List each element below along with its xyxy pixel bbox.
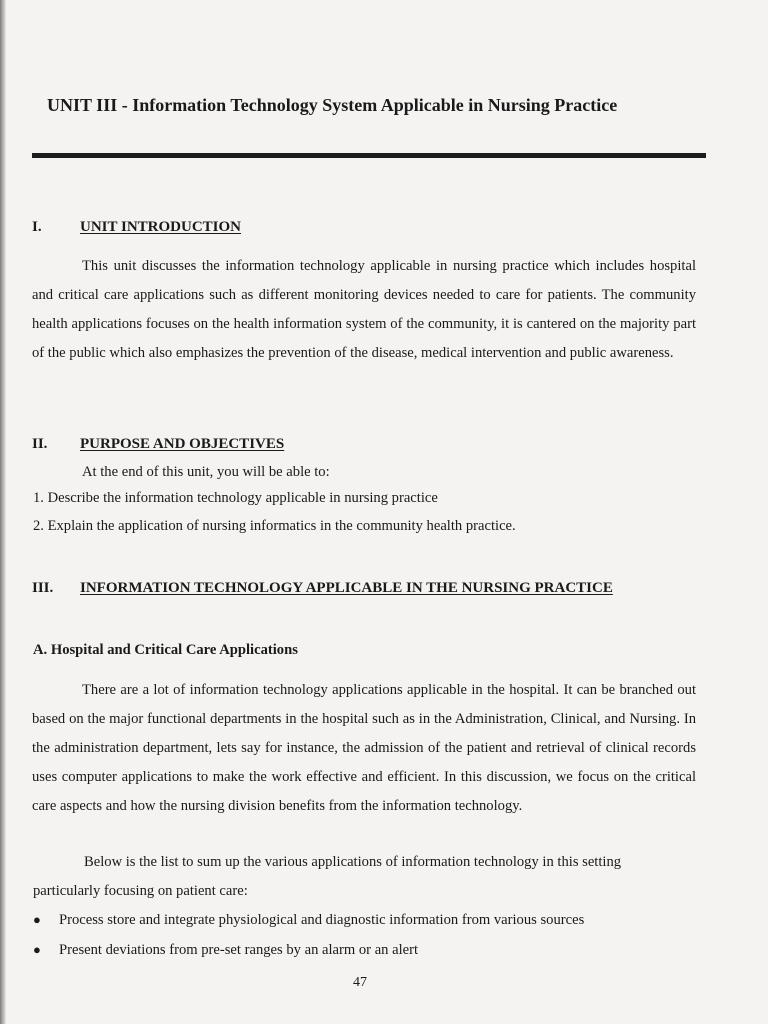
- list-intro-line: Below is the list to sum up the various applications of information technology in this setting: [84, 854, 622, 870]
- bullet-icon: ●: [33, 912, 41, 927]
- title-rule: [32, 153, 706, 158]
- intro-paragraph-text: This unit discusses the information technology applicable in nursing practice which includes hospital and critical care applications such as different monitoring devices needed to care for patients. The community health applications focuses on the health information system of the community, it is cantered on the majority part of the public which also emphasizes the prevention of the disease, medical intervention and public awareness.: [32, 258, 696, 361]
- list-intro-line: particularly focusing on patient care:: [33, 883, 248, 899]
- unit-title: UNIT III - Information Technology System Applicable in Nursing Practice: [47, 95, 618, 115]
- section-2-heading: [32, 434, 712, 454]
- section-title: PURPOSE AND OBJECTIVES: [80, 436, 285, 452]
- hospital-paragraph: [32, 676, 696, 821]
- scan-edge-shadow: [0, 0, 6, 1024]
- section-number: II.: [32, 436, 48, 452]
- objective-item: 1. Describe the information technology applicable in nursing practice: [33, 490, 438, 506]
- intro-paragraph: [32, 252, 696, 368]
- section-1-heading: [32, 217, 712, 237]
- list-item: [33, 940, 418, 960]
- objective-item: 2. Explain the application of nursing informatics in the community health practice.: [33, 518, 516, 534]
- section-title: UNIT INTRODUCTION: [80, 219, 242, 235]
- list-item-text: Present deviations from pre-set ranges by an alarm or an alert: [59, 942, 419, 958]
- objectives-intro: At the end of this unit, you will be able to:: [82, 464, 330, 480]
- hospital-paragraph-text: There are a lot of information technology applications applicable in the hospital. It can be branched out based on the major functional departments in the hospital such as in the Administration, Clinical, and Nursing. In the administration department, lets say for instance, the admission of the patient and retrieval of clinical records uses computer applications to make the work effective and efficient. In this discussion, we focus on the critical care aspects and how the nursing division benefits from the information technology.: [32, 682, 696, 814]
- list-item: [33, 910, 584, 930]
- section-number: I.: [32, 219, 42, 235]
- section-title: INFORMATION TECHNOLOGY APPLICABLE IN THE NURSING PRACTICE: [80, 580, 613, 596]
- subsection-heading: A. Hospital and Critical Care Applications: [33, 642, 298, 658]
- bullet-icon: ●: [33, 942, 41, 957]
- list-item-text: Process store and integrate physiological and diagnostic information from various sources: [59, 912, 585, 928]
- section-number: III.: [32, 580, 54, 596]
- section-3-heading: [32, 578, 712, 598]
- page-number: 47: [353, 975, 367, 990]
